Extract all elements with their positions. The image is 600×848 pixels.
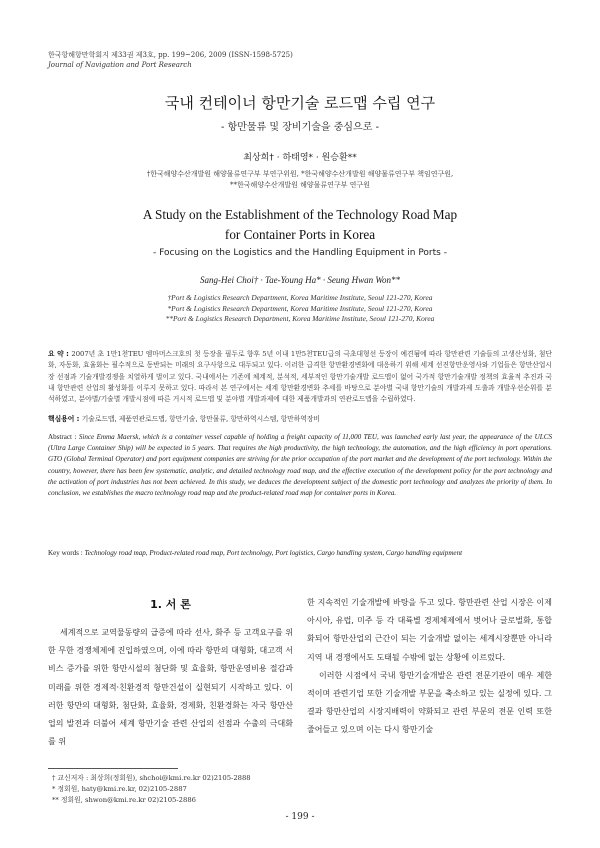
- abstract-en-label: Abstract :: [48, 433, 79, 441]
- abstract-en-text: Since Emma Maersk, which is a container vessel capable of holding a freight capacity of 11,000 TEU, was launched early last year, the appearance of the ULCS (Ultra Large Container Ship) will be expected in 5 years. That requires the high productivity, the high technology, the automation, and the high efficiency in port operations. GTO (Global Terminal Operator) and port equipment companies are striving for the prior occupation of the port market and the development of the port technology. Within the country, however, there has been few systematic, analytic, and detailed technology road map, and the effective execution of the development policy for the port technology and the activation of port industries has not been achieved. In this study, we deduces the development subject of the domestic port technology and analyzes the priority of them. In conclusion, we establishes the macro technology road map and the product-related road map for container ports in Korea.: [48, 433, 552, 498]
- body-column-right: [307, 594, 552, 740]
- title-korean: 국내 컨테이너 항만기술 로드맵 수립 연구: [164, 94, 436, 112]
- abstract-ko-text: 2007년 초 1만1천TEU 엠마머스크호의 첫 등장을 필두로 향후 5년 이내 1만5천TEU급의 극초대형선 등장이 예견됨에 따라 항만관련 기술들의 고생산성화, 첨단화, 자동화, 효율화는 필수적으로 동반되는 미래의 요구사항으로 대두되고 있다. 이러한 급격한 항만환경변화에 대응하기 위해 세계 선진항만운영사와 기업들은 항만산업시장 선점과 기술개발경쟁을 치열하게 벌이고 있다. 국내에서는 기존에 체계적, 분석적, 세부적인 항만기술개발 로드맵이 없어 국가적 항만기술개발 정책의 효율적 추진과 국내 항만관련 산업의 활성화를 이루지 못하고 있다. 따라서 본 연구에서는 세계 항만환경변화 추세를 바탕으로 분야별 국내 항만기술의 개발과제 도출과 개발우선순위를 분석하였고, 분야별/기술별 개발시점에 따른 거시적 로드맵 및 분야별 개발과제에 대한 제품개발과의 연관로드맵을 수립하였다.: [48, 350, 552, 404]
- subtitle-english: - Focusing on the Logistics and the Handling Equipment in Ports -: [153, 248, 447, 258]
- body-paragraph: 한 지속적인 기술개발에 바탕을 두고 있다. 항만관련 산업 시장은 이제 아시아, 유럽, 미주 등 각 대륙별 경제체제에서 벗어나 글로벌화, 통합화되어 항만산업의 근간이 되는 기술개발 없이는 세계시장뿐만 아니라 지역 내 경쟁에서도 도태될 수밖에 없는 상황에 이르렀다.: [307, 598, 552, 662]
- footnote-corresponding-author: † 교신저자 : 최상희(정회원), shchoi@kmi.re.kr 02)2105-2888: [52, 774, 251, 782]
- body-paragraph: 세계적으로 교역물동량의 급증에 따라 선사, 화주 등 고객요구를 위한 무한 경쟁체제에 진입하였으며, 이에 따라 항만의 대형화, 대고객 서비스 증가를 위한 항만시설의 첨단화 및 효율화, 항만운영비용 절감과 미래를 위한 경제적·친환경적 항만건설이 실현되기 시작하고 있다. 이러한 항만의 대형화, 첨단화, 효율화, 경제화, 친환경화는 자국 항만산업의 발전과 더불어 세계 항만기술 관련 산업의 선점과 수출의 극대화를 위: [48, 628, 293, 747]
- footnote-author-3: ** 정회원, shwon@kmi.re.kr 02)2105-2886: [52, 796, 196, 804]
- keywords-english: [48, 548, 552, 559]
- body-column-left: [48, 624, 293, 751]
- affiliation-ko-2: **한국해양수산개발원 해양물류연구부 연구원: [230, 180, 370, 189]
- authors-korean: 최상희† · 하태영* · 원승환**: [243, 153, 357, 163]
- body-paragraph: 이러한 시점에서 국내 항만기술개발은 관련 전문기관이 매우 제한적이며 관련기업 또한 기술개발 부문을 축소하고 있는 실정에 있다. 그 결과 항만산업의 시장지배력이 약화되고 관련 부문의 전문 인력 또한 줄어들고 있으며 이는 다시 항만기술: [307, 670, 552, 735]
- title-english-line-2: for Container Ports in Korea: [224, 227, 376, 242]
- journal-en-line: Journal of Navigation and Port Research: [48, 61, 192, 69]
- footnote-author-2: * 정회원, haty@kmi.re.kr, 02)2105-2887: [52, 785, 187, 793]
- footnote-divider: [48, 768, 178, 769]
- page-number: - 199 -: [285, 812, 315, 822]
- abstract-english: [48, 432, 552, 499]
- journal-ko-line: 한국항해항만학회지 제33권 제3호, pp. 199~206, 2009 (ISSN-1598-5725): [48, 51, 293, 59]
- keywords-ko-text: 기술로드맵, 제품연관로드맵, 항만기술, 항만물류, 항만하역시스템, 항만하역장비: [81, 415, 320, 423]
- footnotes: [52, 773, 251, 806]
- keywords-en-text: Technology road map, Product-related road map, Port technology, Port logistics, Cargo handling system, Cargo handling equipment: [84, 549, 463, 557]
- affiliation-ko-1: †한국해양수산개발원 해양물류연구부 부연구위원, *한국해양수산개발원 해양물류연구부 책임연구원,: [146, 170, 454, 178]
- journal-header: [48, 50, 293, 70]
- affiliation-en-2: *Port & Logistics Research Department, Korea Maritime Institute, Seoul 121-270, Korea: [167, 303, 433, 313]
- title-english-line-1: A Study on the Establishment of the Technology Road Map: [142, 207, 458, 222]
- keywords-korean: [48, 413, 552, 423]
- subtitle-korean: - 항만물류 및 장비기술을 중심으로 -: [220, 122, 380, 133]
- authors-english: Sang-Hei Choi† · Tae-Young Ha* · Seung Hwan Won**: [199, 275, 400, 285]
- affiliation-en-1: †Port & Logistics Research Department, Korea Maritime Institute, Seoul 121-270, Korea: [167, 293, 433, 302]
- abstract-korean: [48, 349, 552, 405]
- affiliation-en-3: **Port & Logistics Research Department, Korea Maritime Institute, Seoul 121-270, Korea: [165, 314, 435, 323]
- affiliations-korean: [0, 169, 600, 190]
- section-heading-introduction: 1. 서 론: [150, 598, 191, 611]
- title-english: [0, 205, 600, 245]
- affiliations-english: [0, 293, 600, 325]
- keywords-ko-label: 핵심용어 :: [48, 415, 82, 423]
- abstract-ko-label: 요 약 :: [48, 350, 72, 358]
- keywords-en-label: Key words :: [48, 549, 85, 557]
